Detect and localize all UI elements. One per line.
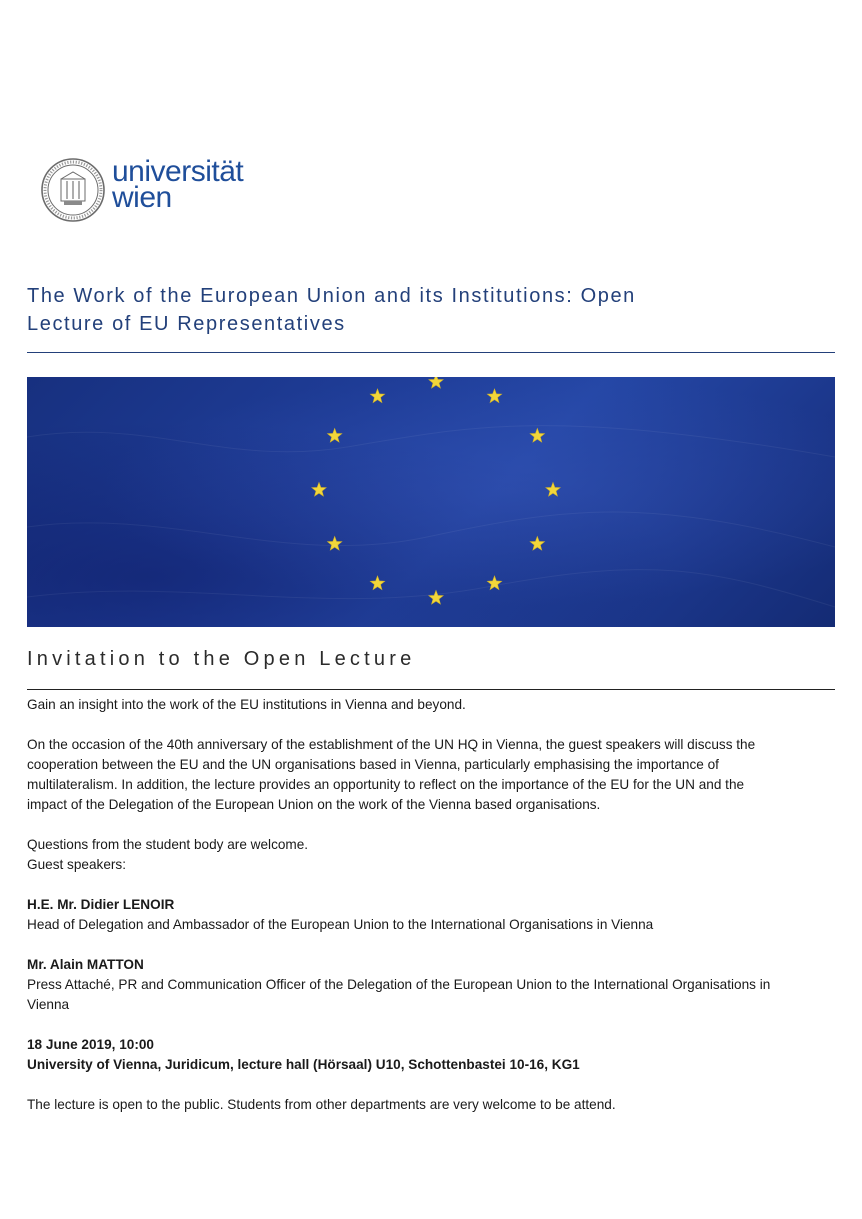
page-title: [27, 282, 827, 338]
eu-star-icon: [546, 483, 560, 497]
speaker-2-role-line-1: Press Attaché, PR and Communication Officer of the Delegation of the European Union to the International Organisations in: [27, 977, 771, 992]
university-logo: [40, 157, 280, 225]
title-line-2: Lecture of EU Representatives: [27, 313, 346, 335]
eu-star-icon: [328, 537, 342, 551]
event-venue: University of Vienna, Juridicum, lecture hall (Hörsaal) U10, Schottenbastei 10-16, KG1: [27, 1057, 580, 1072]
eu-star-icon: [328, 429, 342, 443]
university-seal-icon: [40, 157, 106, 223]
description-line-2: cooperation between the EU and the UN organisations based in Vienna, particularly emphasising the importance of: [27, 757, 719, 772]
eu-star-icon: [312, 483, 326, 497]
logo-line-1: universität: [112, 155, 244, 188]
speakers-label: Guest speakers:: [27, 857, 126, 872]
logo-wordmark: [112, 155, 244, 214]
questions-text: Questions from the student body are welcome.: [27, 837, 309, 852]
eu-star-icon: [429, 591, 443, 605]
eu-star-icon: [429, 377, 443, 388]
logo-line-2: wien: [112, 181, 172, 214]
eu-star-icon: [370, 576, 384, 590]
eu-star-icon: [530, 429, 544, 443]
eu-star-icon: [487, 576, 501, 590]
description-line-3: multilateralism. In addition, the lecture provides an opportunity to reflect on the importance of the EU for the UN and the: [27, 777, 745, 792]
closing-text: The lecture is open to the public. Students from other departments are very welcome to be attend.: [27, 1097, 616, 1112]
eu-star-icon: [370, 389, 384, 403]
title-divider: [27, 352, 835, 353]
section-divider: [27, 689, 835, 690]
intro-text: Gain an insight into the work of the EU institutions in Vienna and beyond.: [27, 697, 466, 712]
eu-star-icon: [530, 537, 544, 551]
event-date: 18 June 2019, 10:00: [27, 1037, 154, 1052]
invitation-body: [27, 695, 837, 1115]
description-line-1: On the occasion of the 40th anniversary of the establishment of the UN HQ in Vienna, the guest speakers will discuss the: [27, 737, 756, 752]
description-line-4: impact of the Delegation of the European Union on the work of the Vienna based organisations.: [27, 797, 601, 812]
speaker-1-role: Head of Delegation and Ambassador of the European Union to the International Organisations in Vienna: [27, 917, 654, 932]
eu-flag-stars-icon: [27, 377, 835, 627]
eu-star-icon: [487, 389, 501, 403]
speaker-1-name: H.E. Mr. Didier LENOIR: [27, 897, 175, 912]
title-line-1: The Work of the European Union and its Institutions: Open: [27, 285, 636, 307]
eu-flag-banner: [27, 377, 835, 627]
speaker-2-role-line-2: Vienna: [27, 997, 70, 1012]
section-heading: Invitation to the Open Lecture: [27, 648, 416, 670]
speaker-2-name: Mr. Alain MATTON: [27, 957, 144, 972]
